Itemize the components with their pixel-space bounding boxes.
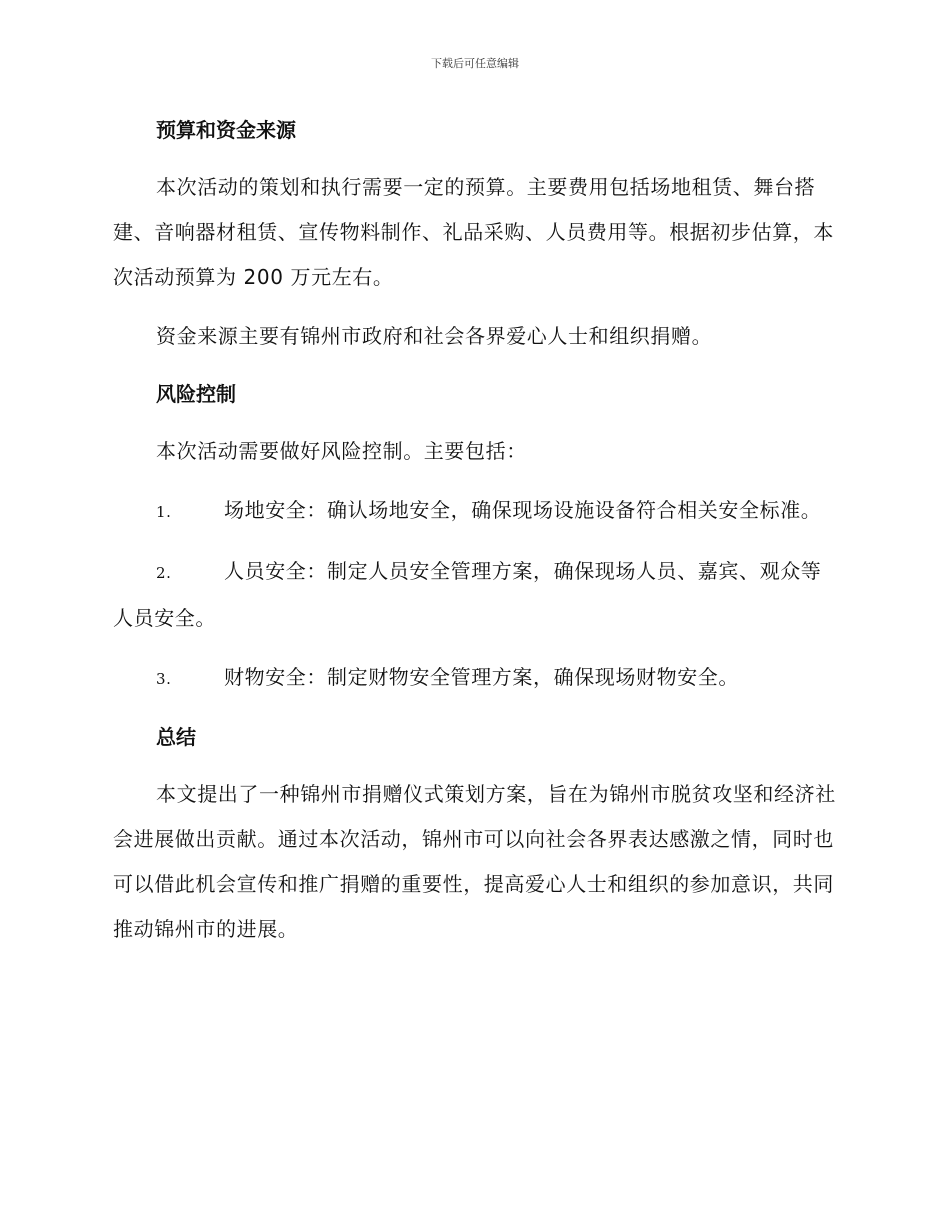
list-item-text: 场地安全：确认场地安全，确保现场设施设备符合相关安全标准。: [224, 498, 822, 522]
list-item-text: 财物安全：制定财物安全管理方案，确保现场财物安全。: [224, 665, 739, 689]
list-item: [113, 655, 838, 702]
list-item-text: 人员安全：制定人员安全管理方案，确保现场人员、嘉宾、观众等人员安全。: [113, 559, 822, 630]
page-header-note: 下载后可任意编辑: [431, 57, 519, 70]
list-item: [113, 549, 838, 641]
paragraph-summary: 本文提出了一种锦州市捐赠仪式策划方案，旨在为锦州市脱贫攻坚和经济社会进展做出贡献。通过本次活动，锦州市可以向社会各界表达感激之情，同时也可以借此机会宣传和推广捐赠的重要性，提高爱心人士和组织的参加意识，共同推动锦州市的进展。: [113, 782, 836, 941]
paragraph-risk-intro: 本次活动需要做好风险控制。主要包括：: [156, 439, 527, 463]
section-heading-risk: 风险控制: [156, 382, 236, 406]
document-body: [113, 108, 838, 952]
section-heading-budget: 预算和资金来源: [156, 118, 296, 142]
list-item: [113, 488, 838, 535]
list-item-number: 1.: [156, 503, 172, 521]
list-item-number: 3.: [156, 670, 172, 688]
section-heading-summary: 总结: [156, 725, 196, 749]
list-item-number: 2.: [156, 564, 172, 582]
paragraph-funding-source: 资金来源主要有锦州市政府和社会各界爱心人士和组织捐赠。: [156, 324, 713, 348]
paragraph-budget-cost: 本次活动的策划和执行需要一定的预算。主要费用包括场地租赁、舞台搭建、音响器材租赁、宣传物料制作、礼品采购、人员费用等。根据初步估算，本次活动预算为 200 万元左右。: [113, 175, 834, 289]
